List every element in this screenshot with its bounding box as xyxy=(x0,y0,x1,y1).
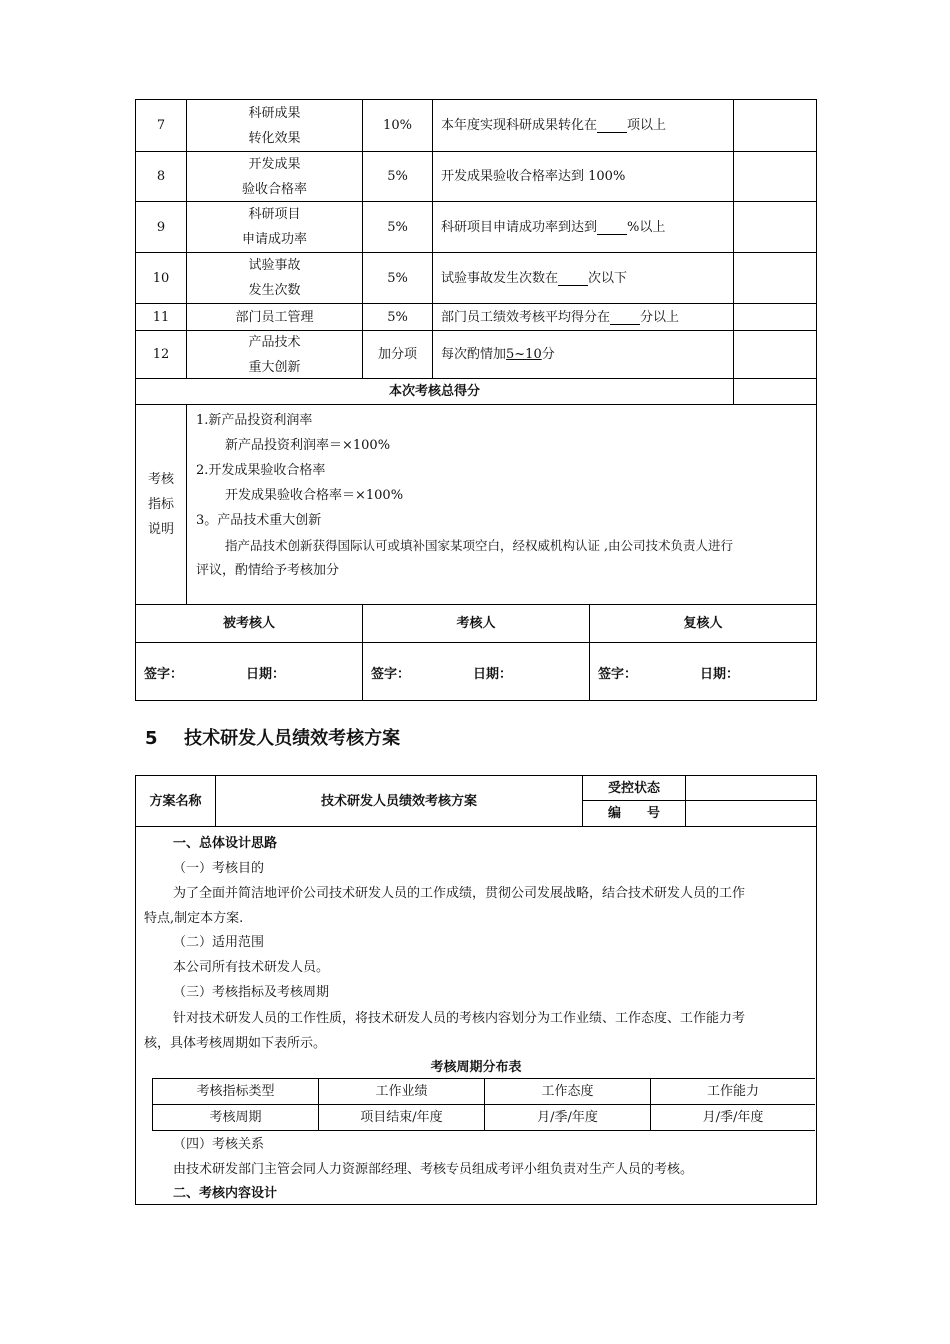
description-text: 科研项目申请成功率到达到 xyxy=(441,219,598,235)
description-text: 开发成果验收合格率达到 100% xyxy=(441,169,626,184)
indicator-name-line2: 申请成功率 xyxy=(241,232,307,247)
indicator-name xyxy=(187,152,362,201)
note-line: 评议，酌情给予考核加分 xyxy=(196,563,340,578)
section-title: 技术研发人员绩效考核方案 xyxy=(184,728,401,749)
indicator-name-line2: 重大创新 xyxy=(248,359,301,375)
weight: 5% xyxy=(387,270,408,286)
plan-name: 技术研发人员绩效考核方案 xyxy=(320,793,477,809)
indicator-name-line1: 试验事故 xyxy=(248,258,301,273)
indicator-description xyxy=(433,202,733,252)
cycle-header-cell: 工作能力 xyxy=(706,1084,759,1099)
fill-blank xyxy=(558,271,588,286)
indicator-description xyxy=(433,100,733,151)
indicator-name xyxy=(187,331,362,378)
section-number: 5 xyxy=(145,728,158,749)
subheading-line: （四）考核关系 xyxy=(173,1137,265,1152)
indicator-name-line2: 验收合格率 xyxy=(241,181,307,197)
subheading-line: （二）适用范围 xyxy=(173,935,265,950)
section-heading xyxy=(145,724,400,750)
signer-header: 被考核人 xyxy=(222,616,275,631)
note-label-line: 考核 xyxy=(147,472,174,487)
note-line: 指产品技术创新获得国际认可或填补国家某项空白，经权威机构认证 ,由公司技术负责人进行 xyxy=(225,538,733,553)
note-line: 2.开发成果验收合格率 xyxy=(196,463,326,478)
weight: 加分项 xyxy=(377,347,417,362)
date-label: 日期： xyxy=(473,667,513,682)
heading-line: 二、考核内容设计 xyxy=(173,1186,278,1201)
row-number: 9 xyxy=(156,219,166,235)
indicator-name-line1: 产品技术 xyxy=(248,334,301,350)
control-status-label: 受控状态 xyxy=(607,780,660,796)
control-status-value xyxy=(686,776,816,800)
note-line: 1.新产品投资利润率 xyxy=(196,413,313,428)
cycle-header-cell: 考核指标类型 xyxy=(196,1084,275,1099)
cycle-header-cell: 工作态度 xyxy=(541,1084,594,1099)
description-suffix: 项以上 xyxy=(627,118,667,133)
body-line: 特点,制定本方案. xyxy=(144,911,244,926)
date-label: 日期： xyxy=(700,667,740,682)
note-line: 开发成果验收合格率＝×100% xyxy=(225,488,404,503)
signature-label: 签字： xyxy=(144,667,184,682)
row-number: 11 xyxy=(152,309,170,325)
document-number-label: 编 号 xyxy=(607,806,660,821)
description-suffix: 次以下 xyxy=(588,270,628,286)
row-number: 12 xyxy=(152,347,170,362)
document-number-value xyxy=(686,801,816,826)
note-label-line: 说明 xyxy=(147,522,174,537)
description-suffix: %以上 xyxy=(627,219,666,235)
indicator-name-line2: 发生次数 xyxy=(248,283,301,298)
total-score-label: 本次考核总得分 xyxy=(388,384,480,399)
cycle-row-cell: 项目结束/年度 xyxy=(360,1110,443,1125)
body-line: 本公司所有技术研发人员。 xyxy=(173,960,330,975)
description-suffix: 分 xyxy=(541,347,555,362)
weight: 5% xyxy=(387,169,408,184)
subheading-line: （三）考核指标及考核周期 xyxy=(173,985,330,1000)
note-line: 3。产品技术重大创新 xyxy=(196,513,322,528)
row-number: 10 xyxy=(152,270,170,286)
row-number: 8 xyxy=(156,169,166,184)
indicator-name-line2: 转化效果 xyxy=(248,130,301,146)
signer-header: 考核人 xyxy=(456,616,496,631)
cycle-header-cell: 工作业绩 xyxy=(375,1084,428,1099)
cycle-table-title: 考核周期分布表 xyxy=(430,1059,522,1075)
description-suffix: 分以上 xyxy=(640,309,680,325)
body-line: 由技术研发部门主管会同人力资源部经理、考核专员组成考评小组负责对生产人员的考核。 xyxy=(173,1162,694,1177)
fill-blank xyxy=(597,118,627,133)
weight: 5% xyxy=(387,219,408,235)
indicator-name: 部门员工管理 xyxy=(235,309,314,325)
body-line: 核，具体考核周期如下表所示。 xyxy=(144,1036,327,1051)
heading-line: 一、总体设计思路 xyxy=(173,836,278,851)
indicator-description xyxy=(433,152,733,201)
body-line: 针对技术研发人员的工作性质，将技术研发人员的考核内容划分为工作业绩、工作态度、工作能力考 xyxy=(173,1011,746,1026)
indicator-description xyxy=(433,304,733,330)
indicator-name-line1: 开发成果 xyxy=(248,156,301,172)
indicator-name-line1: 科研成果 xyxy=(248,105,301,121)
cycle-row-cell: 月/季/年度 xyxy=(537,1110,598,1125)
indicator-description xyxy=(433,331,733,378)
fill-blank xyxy=(610,310,640,325)
signature-label: 签字： xyxy=(371,667,411,682)
description-text: 本年度实现科研成果转化在 xyxy=(441,118,598,133)
score-range: 5~10 xyxy=(506,347,542,362)
indicator-name xyxy=(187,253,362,303)
description-text: 每次酌情加 xyxy=(441,347,507,362)
weight: 5% xyxy=(387,309,408,325)
date-label: 日期： xyxy=(246,667,286,682)
body-line: 为了全面并简洁地评价公司技术研发人员的工作成绩，贯彻公司发展战略，结合技术研发人员的工作 xyxy=(173,886,746,901)
indicator-name xyxy=(187,100,362,151)
plan-name-label: 方案名称 xyxy=(149,793,202,809)
weight: 10% xyxy=(383,118,412,133)
cycle-row-cell: 考核周期 xyxy=(209,1110,262,1125)
note-line: 新产品投资利润率＝×100% xyxy=(225,438,391,453)
signer-header: 复核人 xyxy=(683,616,723,631)
indicator-name-line1: 科研项目 xyxy=(248,207,301,222)
cycle-row-cell: 月/季/年度 xyxy=(702,1110,764,1125)
fill-blank xyxy=(597,220,627,235)
signature-label: 签字： xyxy=(598,667,638,682)
note-label-line: 指标 xyxy=(147,497,174,512)
row-number: 7 xyxy=(156,118,166,133)
subheading-line: （一）考核目的 xyxy=(173,861,265,876)
description-text: 试验事故发生次数在 xyxy=(441,270,559,286)
description-text: 部门员工绩效考核平均得分在 xyxy=(441,309,611,325)
note-label xyxy=(136,405,186,604)
indicator-name xyxy=(187,202,362,252)
indicator-description xyxy=(433,253,733,303)
